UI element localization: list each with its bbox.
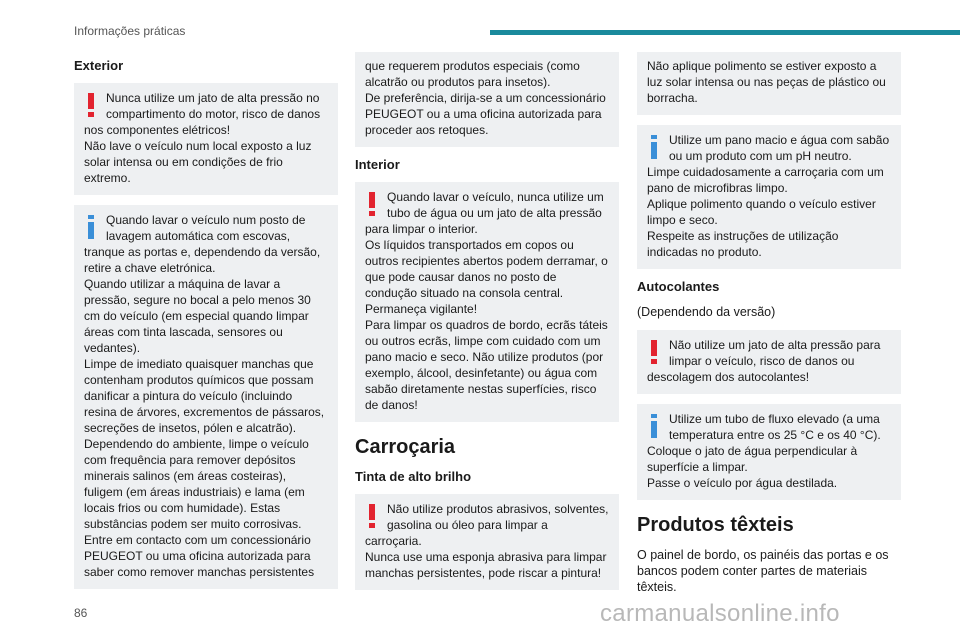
heading-exterior: Exterior (74, 58, 124, 73)
warning-icon (84, 92, 98, 118)
page-number: 86 (74, 606, 88, 620)
watermark: carmanualsonline.info (600, 600, 840, 627)
note-text-first: Utilize um pano macio e água com sabão ou um produto com um pH neutro. (669, 133, 890, 163)
info-note (637, 404, 901, 500)
stickers-version-note: (Dependendo da versão) (637, 305, 776, 319)
column-3 (637, 52, 901, 605)
heading-bodywork: Carroçaria (355, 436, 456, 458)
warning-note (637, 330, 901, 394)
warning-note (355, 182, 619, 422)
note-text-rest: Limpe cuidadosamente a carroçaria com um pano de microfibras limpo. Aplique polimento quando o veículo estiver limpo e seco. Respeite as instruções de utilização indicadas no produto. (647, 165, 884, 259)
header-accent-bar (490, 30, 960, 35)
heading-interior: Interior (355, 157, 400, 172)
note-text-rest: Coloque o jato de água perpendicular à superfície a limpar. Passe o veículo por água destilada. (647, 444, 858, 490)
info-icon (84, 214, 98, 240)
info-icon (647, 413, 661, 439)
note-text-continued: que requerem produtos especiais (como alcatrão ou produtos para insetos). De preferência, dirija-se a um concessionário PEUGEOT ou a uma oficina autorizada para proceder aos retoques. (365, 59, 606, 137)
note-text-rest: carroçaria. Nunca use uma esponja abrasiva para limpar manchas persistentes, pode riscar a pintura! (365, 534, 607, 580)
info-note (74, 205, 338, 589)
continued-note (637, 52, 901, 115)
warning-icon (647, 339, 661, 365)
info-note (637, 125, 901, 269)
continued-note (355, 52, 619, 147)
note-text-rest: nos componentes elétricos! Não lave o veículo num local exposto a luz solar intensa ou em condições de frio extremo. (84, 123, 312, 185)
note-text-rest: descolagem dos autocolantes! (647, 370, 810, 384)
note-text-first: Nunca utilize um jato de alta pressão no compartimento do motor, risco de danos (106, 91, 321, 121)
note-text-first: Não utilize produtos abrasivos, solventes, gasolina ou óleo para limpar a (387, 502, 609, 532)
section-header: Informações práticas (74, 24, 186, 38)
warning-note (355, 494, 619, 590)
note-text-rest: tranque as portas e, dependendo da versão, retire a chave eletrónica. Quando utilizar a máquina de lavar a pressão, segure no bocal a pelo menos 30 cm do veículo (em especial quando limpar áreas com tinta lascada, sensores ou vedantes). Limpe de imediato quaisquer manchas que contenham produtos químicos que possam danificar a pintura do veículo (incluindo resina de árvores, excrementos de pássaros, secreções de insetos, pólen e alcatrão). Dependendo do ambiente, limpe o veículo com frequência para remover depósitos minerais salinos (em áreas costeiras), fuligem (em áreas industriais) e lama (em locais frios ou com humidade). Estas substâncias podem ser muito corrosivas. Entre em contacto com um concessionário PEUGEOT ou uma oficina autorizada para saber como remover manchas persistentes (84, 245, 325, 579)
warning-note (74, 83, 338, 195)
textiles-paragraph: O painel de bordo, os painéis das portas e os bancos podem conter partes de materiais têxteis. (637, 548, 889, 594)
note-text-first: Utilize um tubo de fluxo elevado (a uma temperatura entre os 25 °C e os 40 °C). (669, 412, 881, 442)
warning-icon (365, 503, 379, 529)
column-2 (355, 52, 619, 600)
note-text-first: Quando lavar o veículo num posto de lavagem automática com escovas, (106, 213, 306, 243)
heading-stickers: Autocolantes (637, 279, 720, 294)
warning-icon (365, 191, 379, 217)
heading-gloss-paint: Tinta de alto brilho (355, 469, 472, 484)
note-text-first: Não utilize um jato de alta pressão para limpar o veículo, risco de danos ou (669, 338, 881, 368)
info-icon (647, 134, 661, 160)
heading-textiles: Produtos têxteis (637, 514, 794, 536)
note-text-rest: para limpar o interior. Os líquidos transportados em copos ou outros recipientes abertos podem derramar, o que pode causar danos no posto de condução situado na consola central. Permaneça vigilante! Para limpar os quadros de bordo, ecrãs táteis ou outros ecrãs, limpe com cuidado com um pano macio e seco. Não utilize produtos (por exemplo, álcool, desinfetante) ou água com sabão diretamente nestas superfícies, risco de danos! (365, 222, 608, 412)
note-text-first: Quando lavar o veículo, nunca utilize um tubo de água ou um jato de alta pressão (387, 190, 604, 220)
note-text-continued: Não aplique polimento se estiver exposto a luz solar intensa ou nas peças de plástico ou borracha. (647, 59, 886, 105)
column-1 (74, 52, 338, 599)
